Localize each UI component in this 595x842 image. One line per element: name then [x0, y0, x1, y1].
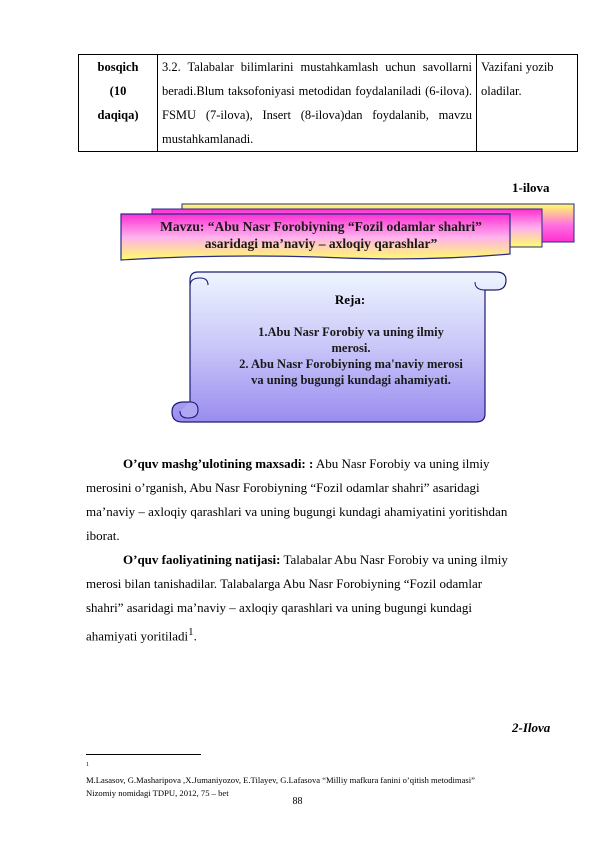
appendix-2-label: 2-Ilova — [512, 720, 551, 735]
plan-item-line: 1.Abu Nasr Forobiy va uning ilmiy — [258, 325, 444, 339]
paragraph-line: iborat. — [86, 528, 120, 543]
stage-cell — [79, 55, 158, 152]
topic-banner — [118, 202, 578, 264]
stage-line: bosqich — [97, 60, 139, 74]
footnote-divider — [86, 754, 201, 755]
plan-item-line: 2. Abu Nasr Forobiyning ma'naviy merosi — [239, 357, 463, 371]
paragraph-line — [86, 452, 556, 476]
footnote-line: Nizomiy nomidagi TDPU, 2012, 75 – bet — [86, 787, 229, 798]
table-row — [79, 55, 578, 152]
result-label: O’quv faoliyatining natijasi: — [123, 552, 281, 567]
paragraph-line: ma’naviy – axloqiy qarashlari va uning bugungi kundagi ahamiyatini yoritishdan — [86, 504, 508, 519]
purpose-text: Abu Nasr Forobiy va uning ilmiy — [313, 456, 490, 471]
banner-title — [134, 218, 508, 252]
purpose-label: O’quv mashg’ulotining maxsadi: : — [123, 456, 314, 471]
paragraph-line: merosini o’rganish, Abu Nasr Forobiyning “Fozil odamlar shahri” asaridagi — [86, 480, 480, 495]
banner-title-line: Mavzu: “Abu Nasr Forobiyning “Fozil odamlar shahri” — [160, 219, 482, 234]
plan-item-line: va uning bugungi kundagi ahamiyati. — [251, 373, 451, 387]
plan-item-line: merosi. — [331, 341, 371, 355]
footnote-number: 1 — [86, 762, 89, 768]
plan-items — [222, 324, 480, 388]
appendix-1-label: 1-ilova — [512, 180, 550, 195]
stage-line: daqiqa) — [97, 108, 139, 122]
result-text: Talabalar Abu Nasr Forobiy va uning ilmiy — [280, 552, 508, 567]
paragraph-line — [86, 620, 556, 648]
lesson-stage-table — [78, 54, 578, 152]
footnote — [86, 759, 566, 800]
stage-line: (10 — [109, 84, 127, 98]
lesson-purpose-paragraph — [86, 452, 556, 548]
plan-scroll — [170, 268, 510, 426]
teacher-activity-cell: 3.2. Talabalar bilimlarini mustahkamlash uchun savollarni beradi.Blum taksofoniyasi metodidan foydalaniladi (6-ilova). FSMU (7-ilova), Insert (8-ilova)dan foydalanib, mavzu mustahkamlanadi. — [158, 55, 477, 152]
paragraph-line — [86, 548, 556, 572]
student-activity-cell: Vazifani yozib oladilar. — [477, 55, 578, 152]
plan-title: Reja: — [334, 292, 366, 307]
footnote-line — [86, 759, 566, 787]
activity-result-paragraph — [86, 548, 556, 648]
footnote-ref[interactable]: 1 — [188, 626, 194, 638]
page-number: 88 — [292, 796, 303, 807]
result-last-text: ahamiyati yoritiladi — [86, 628, 189, 644]
result-end: . — [193, 628, 197, 644]
banner-title-line: asaridagi ma’naviy – axloqiy qarashlar” — [204, 236, 438, 251]
paragraph-line: shahri” asaridagi ma’naviy – axloqiy qarashlari va uning bugungi kundagi — [86, 600, 472, 615]
footnote-text: M.Lasasov, G.Masharipova ,X.Jumaniyozov, E.Tilayev, G.Lafasova “Milliy mafkura fanini o’qitish metodimasi” — [86, 774, 475, 785]
paragraph-line: merosi bilan tanishadilar. Talabalarga Abu Nasr Forobiyning “Fozil odamlar — [86, 576, 483, 591]
